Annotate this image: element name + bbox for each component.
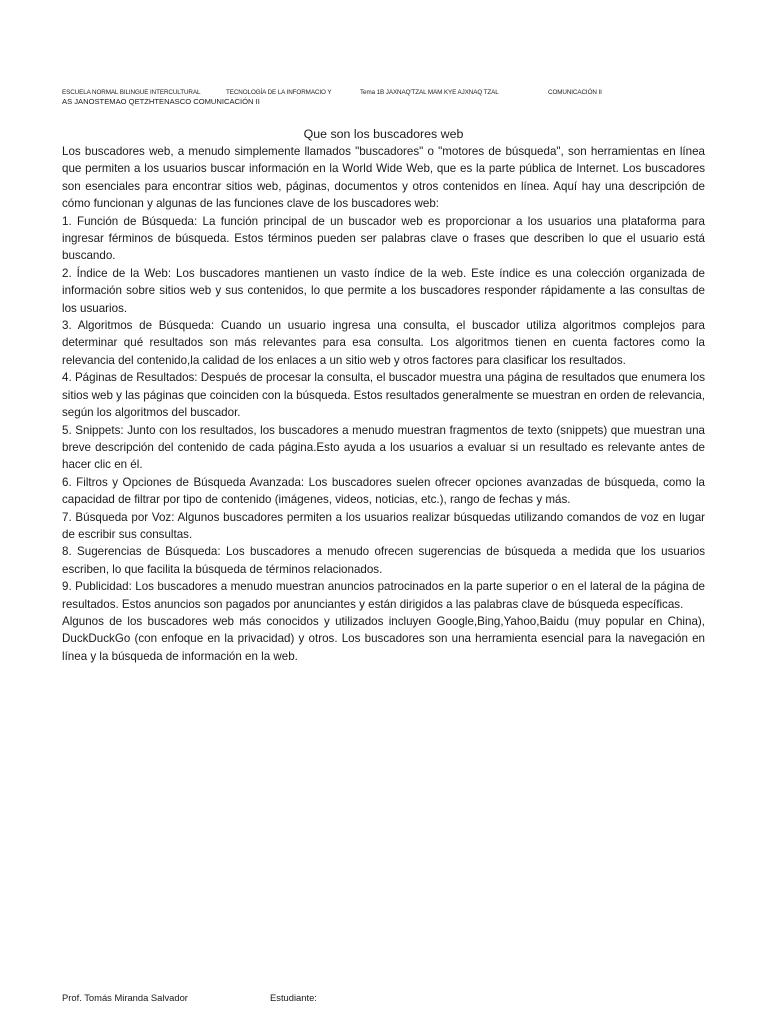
header-line-1: [62, 88, 712, 97]
footer-professor: Prof. Tomás Miranda Salvador: [62, 992, 188, 1003]
paragraph-item-7: 7. Búsqueda por Voz: Algunos buscadores permiten a los usuarios realizar búsquedas utilizando comandos de voz en lugar de escribir sus consultas.: [62, 510, 705, 541]
paragraph-item-2: 2. Índice de la Web: Los buscadores mantienen un vasto índice de la web. Este índice es una colección organizada de información sobre sitios web y sus contenidos, lo que permite a los buscadores responder rápidamente a las consultas de los usuarios.: [62, 266, 705, 315]
paragraph-item-8: 8. Sugerencias de Búsqueda: Los buscadores a menudo ofrecen sugerencias de búsqueda a medida que los usuarios escriben, lo que facilita la búsqueda de términos relacionados.: [62, 545, 705, 576]
header-course: COMUNICACIÓN II: [548, 89, 602, 96]
document-footer: [62, 992, 662, 1004]
header-subject: TECNOLOGÍA DE LA INFORMACIO Y: [226, 89, 332, 96]
paragraph-intro: Los buscadores web, a menudo simplemente llamados "buscadores" o "motores de búsqueda", son herramientas en línea que permiten a los usuarios buscar información en la World Wide Web, que es la parte pública de Internet. Los buscadores son esenciales para encontrar sitios web, páginas, documentos y otros contenidos en línea. Aquí hay una descripción de cómo funcionan y algunas de las funciones clave de los buscadores web:: [62, 145, 705, 211]
paragraph-conclusion: Algunos de los buscadores web más conocidos y utilizados incluyen Google,Bing,Yahoo,Baidu (muy popular en China), DuckDuckGo (con enfoque en la privacidad) y otros. Los buscadores son una herramienta esencial para la navegación en línea y la búsqueda de información en la web.: [62, 614, 705, 663]
header-line-2: AS JANOSTEMAO QETZHTENASCO COMUNICACIÓN II: [62, 97, 260, 106]
paragraph-item-3: 3. Algoritmos de Búsqueda: Cuando un usuario ingresa una consulta, el buscador utiliza algoritmos complejos para determinar qué resultados son más relevantes para esa consulta. Los algoritmos tienen en cuenta factores como la relevancia del contenido,la calidad de los enlaces a un sitio web y otros factores para clasificar los resultados.: [62, 319, 705, 367]
footer-student-label: Estudiante:: [270, 992, 317, 1003]
paragraph-item-5: 5. Snippets: Junto con los resultados, los buscadores a menudo muestran fragmentos de texto (snippets) que muestran una breve descripción del contenido de cada página.Esto ayuda a los usuarios a evaluar si un resultado es relevante antes de hacer clic en él.: [62, 423, 705, 472]
header-tema: Tema 1B JAXNAQ'TZAL MAM KYE AJXNAQ TZAL: [360, 89, 499, 96]
paragraph-item-9: 9. Publicidad: Los buscadores a menudo muestran anuncios patrocinados en la parte superior o en el lateral de la página de resultados. Estos anuncios son pagados por anunciantes y están dirigidos a las palabras clave de búsqueda específicas.: [62, 580, 705, 611]
paragraph-item-1: 1. Función de Búsqueda: La función principal de un buscador web es proporcionar a los usuarios una plataforma para ingresar férminos de búsqueda. Estos términos pueden ser palabras clave o frases que describen lo que el usuario está buscando.: [62, 214, 705, 263]
paragraph-item-4: 4. Páginas de Resultados: Después de procesar la consulta, el buscador muestra una página de resultados que enumera los sitios web y las páginas que coinciden con la búsqueda. Estos resultados generalmente se muestran en orden de relevancia, según los algoritmos del buscador.: [62, 371, 705, 420]
document-title: Que son los buscadores web: [303, 127, 464, 141]
document-body: [62, 143, 705, 665]
document-header: [62, 88, 712, 107]
paragraph-item-6: 6. Filtros y Opciones de Búsqueda Avanzada: Los buscadores suelen ofrecer opciones avanzadas de búsqueda, como la capacidad de filtrar por tipo de contenido (imágenes, videos, noticias, etc.), rango de fechas y más.: [62, 475, 705, 507]
header-school: ESCUELA NORMAL BILINGUE INTERCULTURAL: [62, 89, 201, 96]
